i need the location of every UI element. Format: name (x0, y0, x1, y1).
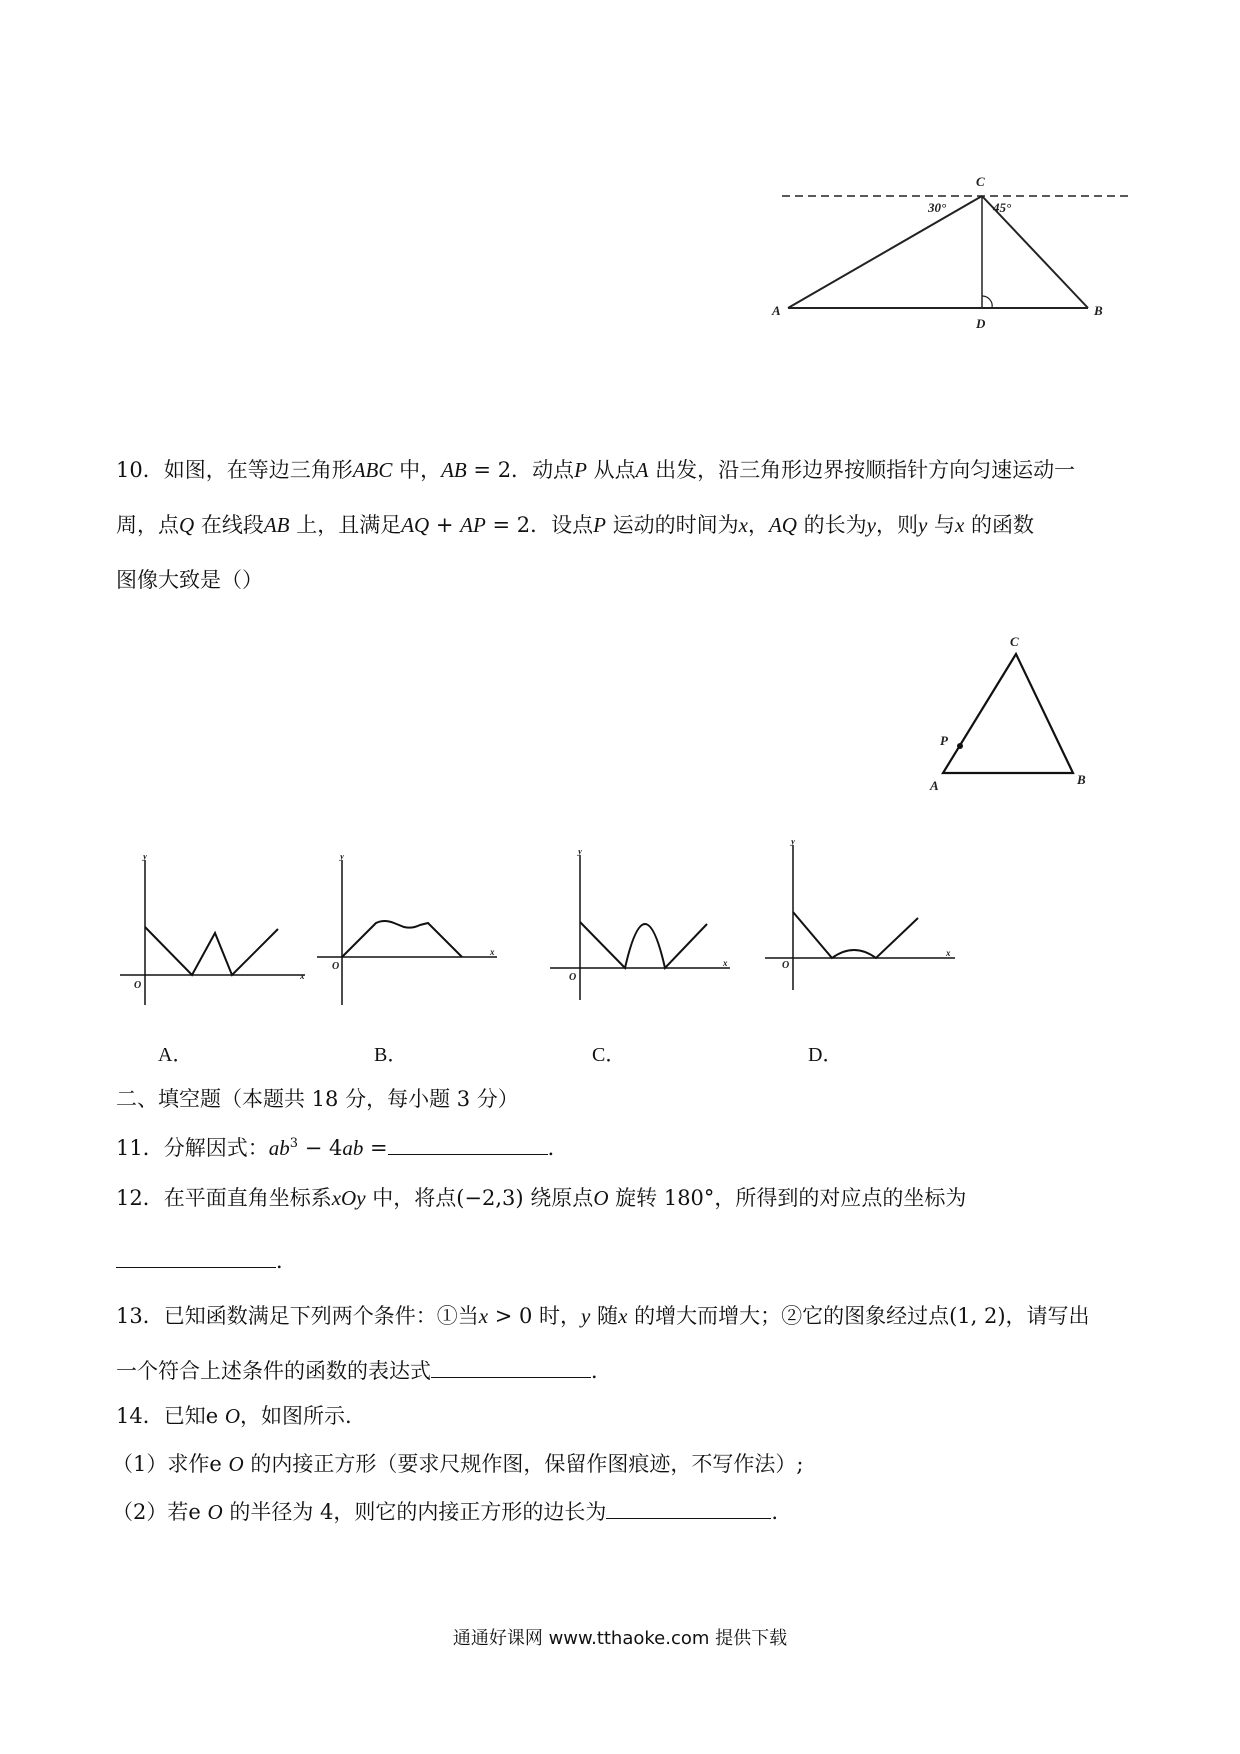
label-a: A (930, 778, 939, 793)
axis-y-label: y (791, 840, 795, 846)
q13-line-2: 一个符合上述条件的函数的表达式 ． (116, 1359, 612, 1383)
axis-x-label: x (723, 958, 728, 968)
option-c-graph (545, 850, 735, 1010)
option-b-label: B． (374, 1044, 408, 1066)
label-p: P (940, 733, 948, 748)
q13-line-1: 13．已知函数满足下列两个条件：①当x > 0 时，y 随x 的增大而增大；②它的图象经过点(1, 2)，请写出 (116, 1304, 1090, 1328)
equilateral-triangle-figure (915, 630, 1105, 795)
axis-y-label: y (578, 850, 582, 856)
graph-curve (145, 927, 278, 975)
answer-blank[interactable] (606, 1498, 771, 1519)
label-a: A (772, 303, 781, 318)
graph-curve (342, 921, 462, 957)
q11-line: 11．分解因式：$ab^3 - 4ab$ = ． (116, 1136, 569, 1160)
answer-blank[interactable] (116, 1247, 276, 1268)
graph-curve (793, 912, 918, 958)
axis-x-label: x (490, 947, 495, 957)
label-c: C (976, 174, 985, 189)
point-p (957, 743, 963, 749)
angle-triangle-figure (770, 170, 1150, 330)
axis-y-label: y (143, 855, 147, 861)
answer-blank[interactable] (431, 1357, 591, 1378)
q10-line-2: 周，点Q 在线段AB 上，且满足AQ + AP = 2．设点P 运动的时间为x，AQ 的长为y，则y 与x 的函数 (116, 513, 1035, 537)
label-b: B (1077, 772, 1086, 787)
q14-part-2: （2）若e O 的半径为 4，则它的内接正方形的边长为 . (112, 1500, 779, 1524)
q14-part-1: （1）求作e O 的内接正方形（要求尺规作图，保留作图痕迹，不写作法）; (112, 1452, 804, 1476)
angle-45-label: 45° (993, 200, 1012, 215)
angle-30-label: 30° (928, 200, 947, 215)
q14-intro: 14．已知e O，如图所示. (116, 1404, 352, 1428)
origin-label: O (569, 972, 577, 983)
option-d-label: D． (808, 1044, 843, 1066)
right-angle-mark (982, 296, 992, 308)
option-c-label: C． (592, 1044, 626, 1066)
section-2-heading: 二、填空题（本题共 18 分，每小题 3 分） (116, 1087, 519, 1111)
segment-ca (788, 196, 982, 308)
origin-label: O (134, 980, 142, 991)
page-footer: 通通好课网 www.tthaoke.com 提供下载 (452, 1628, 788, 1649)
answer-blank[interactable] (388, 1134, 548, 1155)
q10-line-1: 10．如图，在等边三角形ABC 中，AB = 2．动点P 从点A 出发，沿三角形边界按顺指针方向匀速运动一 (116, 458, 1076, 482)
option-a-graph (110, 855, 310, 1015)
q12-line-2: ． (116, 1247, 297, 1275)
label-c: C (1010, 634, 1019, 649)
label-b: B (1094, 303, 1103, 318)
axis-y-label: y (340, 855, 344, 861)
label-d: D (976, 316, 986, 330)
option-a-label: A． (158, 1044, 193, 1066)
option-b-graph (312, 855, 502, 1015)
origin-label: O (332, 961, 340, 972)
axis-x-label: x (946, 948, 951, 958)
q12-line-1: 12．在平面直角坐标系xOy 中，将点(−2,3) 绕原点O 旋转 180°，所得到的对应点的坐标为 (116, 1186, 967, 1210)
q10-line-3: 图像大致是（） (116, 568, 263, 592)
origin-label: O (782, 960, 790, 971)
graph-curve (580, 922, 707, 968)
triangle-abc (943, 654, 1073, 773)
axis-x-label: x (300, 971, 305, 981)
option-d-graph (760, 840, 960, 1000)
